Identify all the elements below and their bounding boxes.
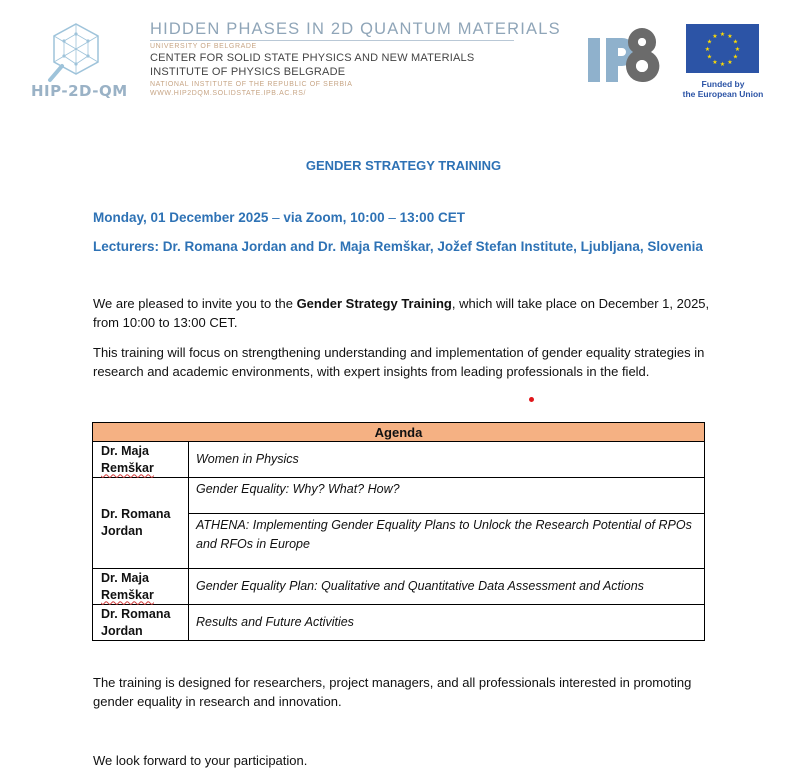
eu-funding-label [674, 79, 772, 99]
svg-text:★: ★ [706, 38, 713, 46]
svg-text:★: ★ [712, 33, 718, 40]
table-row [93, 605, 705, 641]
ipb-logo-icon [586, 24, 676, 98]
svg-text:★: ★ [712, 59, 718, 66]
header-institute: INSTITUTE OF PHYSICS BELGRADE [150, 66, 346, 78]
header-website[interactable]: WWW.HIP2DQM.SOLIDSTATE.IPB.AC.RS/ [150, 90, 307, 97]
topic-cell: ATHENA: Implementing Gender Equality Plans to Unlock the Research Potential of RPOs and RFOs in Europe [189, 514, 705, 569]
time-separator: – [384, 210, 400, 225]
date-separator: – [268, 210, 284, 225]
speaker-cell [93, 442, 189, 478]
hip2dqm-logo-text: HIP-2D-QM [31, 82, 128, 100]
intro-text-before: We are pleased to invite you to the [93, 296, 297, 311]
speaker-last: Remškar [101, 460, 154, 475]
header-center: CENTER FOR SOLID STATE PHYSICS AND NEW MATERIALS [150, 52, 475, 64]
svg-text:★: ★ [732, 53, 739, 61]
speaker-cell [93, 605, 189, 641]
svg-text:★: ★ [727, 33, 733, 40]
eu-funding-line2: the European Union [682, 89, 764, 99]
svg-text:★: ★ [719, 61, 726, 68]
agenda-header: Agenda [93, 423, 705, 442]
svg-text:★: ★ [704, 46, 711, 53]
agenda-table [92, 422, 705, 641]
agenda-header-row [93, 423, 705, 442]
stray-red-dot [529, 397, 534, 402]
svg-text:★: ★ [706, 53, 713, 61]
intro-training-name: Gender Strategy Training [296, 296, 452, 311]
event-end-time: 13:00 CET [399, 210, 465, 225]
svg-text:★: ★ [727, 59, 733, 66]
intro-paragraph [93, 294, 733, 332]
event-date: Monday, 01 December 2025 [93, 210, 269, 225]
lecturers-line: Lecturers: Dr. Romana Jordan and Dr. Maja Remškar, Jožef Stefan Institute, Ljubljana, Slovenia [93, 239, 703, 254]
topic-cell: Results and Future Activities [189, 605, 705, 641]
speaker-first: Dr. Romana [101, 606, 171, 621]
table-row [93, 569, 705, 605]
event-date-line [93, 210, 465, 225]
speaker-first: Dr. Maja [101, 443, 149, 458]
topic-cell: Gender Equality Plan: Qualitative and Quantitative Data Assessment and Actions [189, 569, 705, 605]
header-national: NATIONAL INSTITUTE OF THE REPUBLIC OF SERBIA [150, 81, 353, 88]
eu-flag-icon [686, 24, 759, 73]
speaker-last: Jordan [101, 623, 143, 638]
event-venue: via Zoom, 10:00 [283, 210, 385, 225]
header-divider [150, 40, 514, 41]
speaker-first: Dr. Romana [101, 507, 171, 521]
speaker-cell [93, 569, 189, 605]
topic-cell: Gender Equality: Why? What? How? [189, 478, 705, 514]
svg-text:★: ★ [719, 31, 726, 38]
speaker-first: Dr. Maja [101, 570, 149, 585]
svg-text:★: ★ [732, 38, 739, 46]
sign-off: We look forward to your participation. [93, 753, 308, 768]
document-title: GENDER STRATEGY TRAINING [305, 158, 502, 173]
eu-funding-line1: Funded by [701, 79, 745, 89]
closing-paragraph: The training is designed for researchers, project managers, and all professionals interested in promoting gender equality in research and innovation. [93, 675, 692, 709]
project-title: HIDDEN PHASES IN 2D QUANTUM MATERIALS [150, 20, 561, 38]
speaker-last: Remškar [101, 587, 154, 602]
svg-text:★: ★ [734, 46, 741, 53]
intro-text-after: , which will take place on December 1, 2025, from 10:00 to 13:00 CET. [93, 296, 710, 330]
table-row [93, 442, 705, 478]
speaker-last: Jordan [101, 524, 143, 538]
speaker-cell [93, 478, 189, 569]
header-university: UNIVERSITY OF BELGRADE [150, 43, 257, 50]
topic-cell: Women in Physics [189, 442, 705, 478]
focus-paragraph: This training will focus on strengthening understanding and implementation of gender equality strategies in research and academic environments, with expert insights from leading professionals in the field. [93, 345, 705, 379]
table-row [93, 478, 705, 514]
